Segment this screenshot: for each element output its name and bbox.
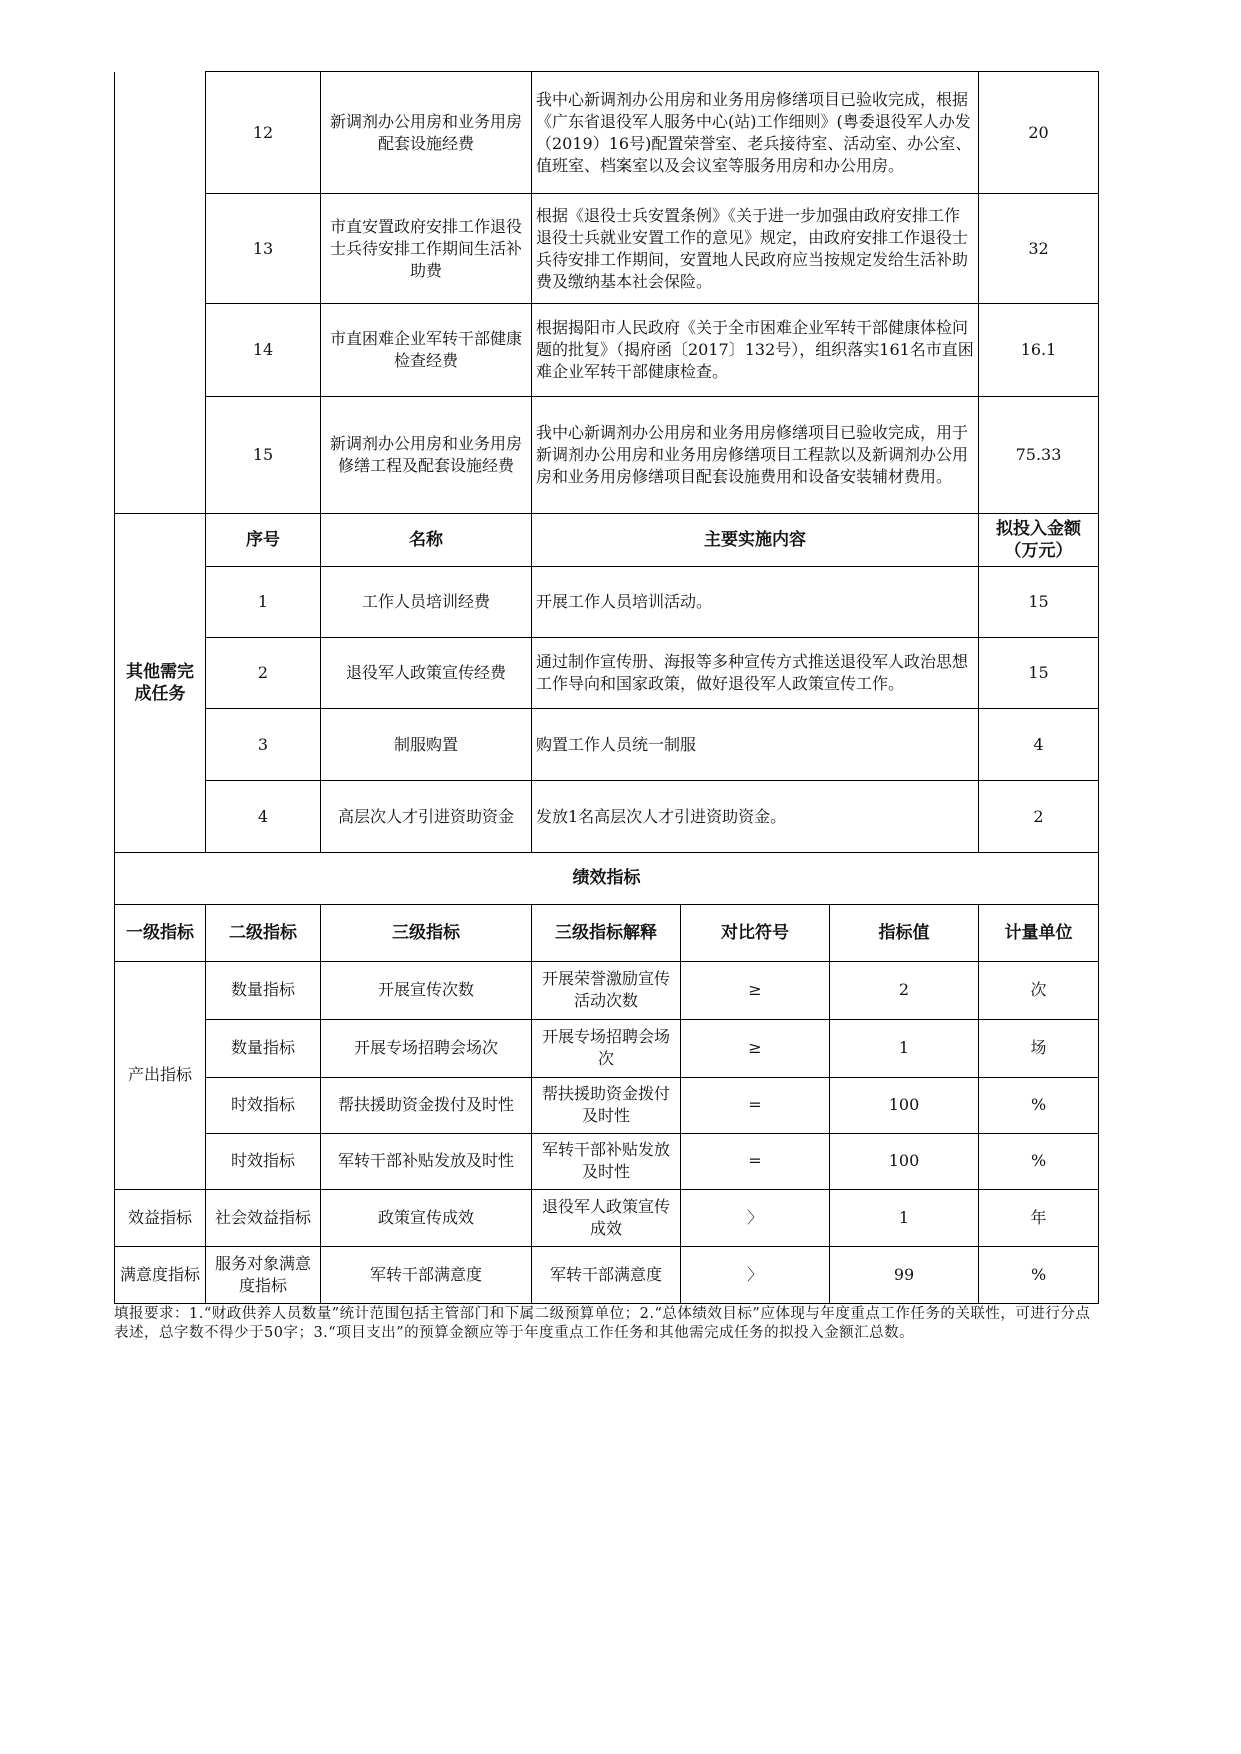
table-row xyxy=(115,638,1099,709)
performance-table xyxy=(114,852,1099,1304)
value: 2 xyxy=(830,961,979,1019)
table-row xyxy=(115,781,1099,853)
header-level3: 三级指标 xyxy=(321,904,532,961)
header-no: 序号 xyxy=(206,514,321,567)
level3: 政策宣传成效 xyxy=(321,1189,532,1246)
row-number: 2 xyxy=(206,638,321,709)
value: 1 xyxy=(830,1189,979,1246)
operator: ≥ xyxy=(681,1019,830,1077)
table-row xyxy=(115,961,1099,1019)
level3: 军转干部补贴发放及时性 xyxy=(321,1133,532,1189)
row-number: 1 xyxy=(206,567,321,638)
task-amount: 15 xyxy=(979,638,1099,709)
project-content: 我中心新调剂办公用房和业务用房修缮项目已验收完成，根据《广东省退役军人服务中心(站)工作细则》(粤委退役军人办发（2019）16号)配置荣誉室、老兵接待室、活动室、办公室、值班室、档案室以及会议室等服务用房和办公用房。 xyxy=(532,72,979,194)
row-number: 15 xyxy=(206,397,321,514)
level3-desc: 开展专场招聘会场次 xyxy=(532,1019,681,1077)
performance-title-row xyxy=(115,852,1099,904)
value: 99 xyxy=(830,1246,979,1303)
project-content: 根据《退役士兵安置条例》《关于进一步加强由政府安排工作退役士兵就业安置工作的意见》规定，由政府安排工作退役士兵待安排工作期间，安置地人民政府应当按规定发给生活补助费及缴纳基本社会保险。 xyxy=(532,194,979,304)
header-level2: 二级指标 xyxy=(206,904,321,961)
level2: 服务对象满意度指标 xyxy=(206,1246,321,1303)
table-row xyxy=(115,194,1099,304)
unit: % xyxy=(979,1246,1099,1303)
table-row xyxy=(115,1019,1099,1077)
level3-desc: 军转干部满意度 xyxy=(532,1246,681,1303)
project-amount: 32 xyxy=(979,194,1099,304)
level3: 开展宣传次数 xyxy=(321,961,532,1019)
operator: = xyxy=(681,1133,830,1189)
task-content: 购置工作人员统一制服 xyxy=(532,709,979,781)
header-operator: 对比符号 xyxy=(681,904,830,961)
header-content: 主要实施内容 xyxy=(532,514,979,567)
row-number: 13 xyxy=(206,194,321,304)
level2: 时效指标 xyxy=(206,1133,321,1189)
task-amount: 4 xyxy=(979,709,1099,781)
performance-header-row xyxy=(115,904,1099,961)
task-content: 发放1名高层次人才引进资助资金。 xyxy=(532,781,979,853)
other-tasks-header-row xyxy=(115,514,1099,567)
level2: 时效指标 xyxy=(206,1077,321,1133)
level3-desc: 军转干部补贴发放及时性 xyxy=(532,1133,681,1189)
table-row xyxy=(115,1246,1099,1303)
project-content: 我中心新调剂办公用房和业务用房修缮项目已验收完成，用于新调剂办公用房和业务用房修缮项目工程款以及新调剂办公用房和业务用房修缮项目配套设施费用和设备安装辅材费用。 xyxy=(532,397,979,514)
row-number: 14 xyxy=(206,304,321,397)
task-content: 开展工作人员培训活动。 xyxy=(532,567,979,638)
table-row xyxy=(115,397,1099,514)
unit: 场 xyxy=(979,1019,1099,1077)
project-name: 市直安置政府安排工作退役士兵待安排工作期间生活补助费 xyxy=(321,194,532,304)
unit: % xyxy=(979,1077,1099,1133)
value: 1 xyxy=(830,1019,979,1077)
project-content: 根据揭阳市人民政府《关于全市困难企业军转干部健康体检问题的批复》（揭府函〔2017〕132号），组织落实161名市直困难企业军转干部健康检查。 xyxy=(532,304,979,397)
operator: 〉 xyxy=(681,1246,830,1303)
header-unit: 计量单位 xyxy=(979,904,1099,961)
header-level3-desc: 三级指标解释 xyxy=(532,904,681,961)
task-amount: 15 xyxy=(979,567,1099,638)
level3-desc: 退役军人政策宣传成效 xyxy=(532,1189,681,1246)
task-name: 制服购置 xyxy=(321,709,532,781)
other-tasks-label: 其他需完成任务 xyxy=(115,514,206,853)
unit: 次 xyxy=(979,961,1099,1019)
filling-requirements-note: 填报要求：1.“财政供养人员数量”统计范围包括主管部门和下属二级预算单位；2.“总体绩效目标”应体现与年度重点工作任务的关联性，可进行分点表述，总字数不得少于50字；3.“项目支出”的预算金额应等于年度重点工作任务和其他需完成任务的拟投入金额汇总数。 xyxy=(114,1306,1091,1341)
value: 100 xyxy=(830,1133,979,1189)
project-name: 新调剂办公用房和业务用房配套设施经费 xyxy=(321,72,532,194)
project-name: 新调剂办公用房和业务用房修缮工程及配套设施经费 xyxy=(321,397,532,514)
header-amount: 拟投入金额（万元） xyxy=(979,514,1099,567)
row-number: 3 xyxy=(206,709,321,781)
task-name: 高层次人才引进资助资金 xyxy=(321,781,532,853)
level1-satisfaction: 满意度指标 xyxy=(115,1246,206,1303)
table-row xyxy=(115,709,1099,781)
level3: 帮扶援助资金拨付及时性 xyxy=(321,1077,532,1133)
value: 100 xyxy=(830,1077,979,1133)
continued-category-cell xyxy=(115,72,206,514)
header-value: 指标值 xyxy=(830,904,979,961)
level2: 社会效益指标 xyxy=(206,1189,321,1246)
level3-desc: 开展荣誉激励宣传活动次数 xyxy=(532,961,681,1019)
table-row xyxy=(115,1189,1099,1246)
operator: ≥ xyxy=(681,961,830,1019)
level3: 开展专场招聘会场次 xyxy=(321,1019,532,1077)
level2: 数量指标 xyxy=(206,1019,321,1077)
unit: 年 xyxy=(979,1189,1099,1246)
header-level1: 一级指标 xyxy=(115,904,206,961)
table-row xyxy=(115,304,1099,397)
level1-output: 产出指标 xyxy=(115,961,206,1189)
operator: 〉 xyxy=(681,1189,830,1246)
table-row xyxy=(115,1077,1099,1133)
performance-title: 绩效指标 xyxy=(115,852,1099,904)
task-amount: 2 xyxy=(979,781,1099,853)
row-number: 4 xyxy=(206,781,321,853)
table-row xyxy=(115,1133,1099,1189)
operator: = xyxy=(681,1077,830,1133)
project-amount: 75.33 xyxy=(979,397,1099,514)
row-number: 12 xyxy=(206,72,321,194)
task-content: 通过制作宣传册、海报等多种宣传方式推送退役军人政治思想工作导向和国家政策，做好退役军人政策宣传工作。 xyxy=(532,638,979,709)
table-row xyxy=(115,567,1099,638)
table-row xyxy=(115,72,1099,194)
tasks-table xyxy=(114,71,1099,853)
level1-benefit: 效益指标 xyxy=(115,1189,206,1246)
project-amount: 16.1 xyxy=(979,304,1099,397)
task-name: 工作人员培训经费 xyxy=(321,567,532,638)
level2: 数量指标 xyxy=(206,961,321,1019)
task-name: 退役军人政策宣传经费 xyxy=(321,638,532,709)
level3-desc: 帮扶援助资金拨付及时性 xyxy=(532,1077,681,1133)
header-name: 名称 xyxy=(321,514,532,567)
project-amount: 20 xyxy=(979,72,1099,194)
level3: 军转干部满意度 xyxy=(321,1246,532,1303)
unit: % xyxy=(979,1133,1099,1189)
project-name: 市直困难企业军转干部健康检查经费 xyxy=(321,304,532,397)
